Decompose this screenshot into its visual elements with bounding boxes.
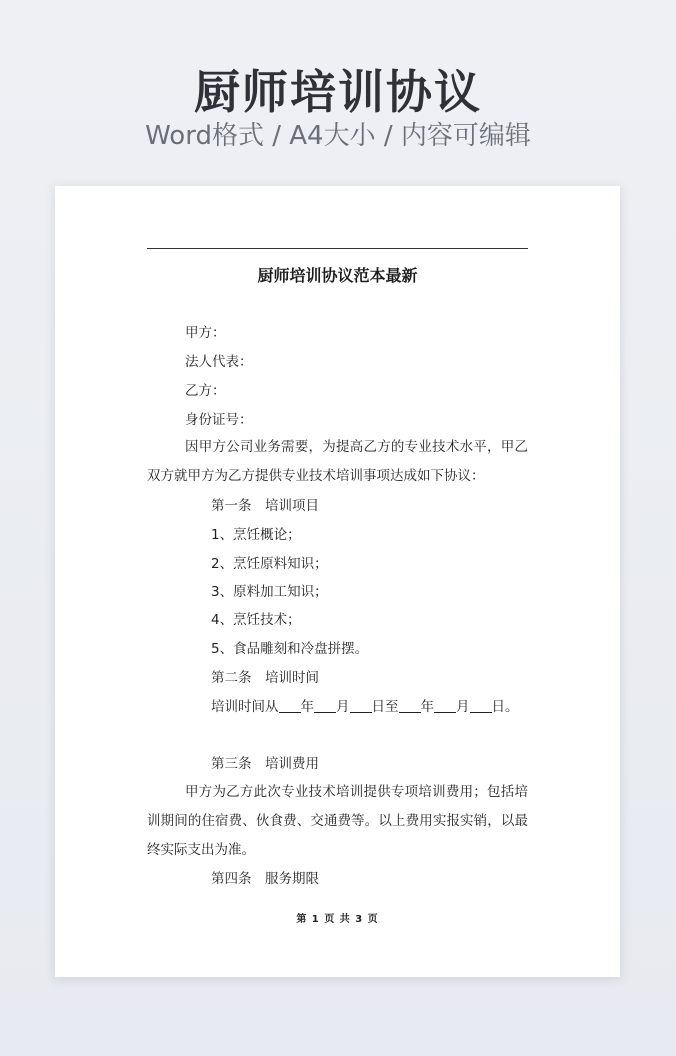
intro-paragraph: 因甲方公司业务需要，为提高乙方的专业技术水平，甲乙双方就甲方为乙方提供专业技术培训事项达成如下协议： — [147, 439, 528, 484]
training-time-line — [211, 697, 519, 717]
year-blank — [399, 698, 421, 713]
article-1-item: 5、食品雕刻和冷盘拼摆。 — [211, 641, 369, 657]
article-1-heading: 第一条 培训项目 — [211, 498, 319, 514]
day-blank — [350, 698, 372, 713]
article-3-heading: 第三条 培训费用 — [211, 756, 319, 772]
article-2-heading: 第二条 培训时间 — [211, 670, 319, 686]
banner — [0, 0, 676, 186]
day-to-label: 日至 — [371, 699, 399, 715]
time-prefix: 培训时间从 — [211, 699, 279, 715]
document-page — [55, 186, 620, 977]
article-1-item: 3、原料加工知识； — [211, 584, 328, 600]
article-1-item: 4、烹饪技术； — [211, 612, 301, 628]
banner-subtitle: Word格式 / A4大小 / 内容可编辑 — [145, 121, 531, 151]
month-label: 月 — [456, 699, 470, 715]
article-3-body: 甲方为乙方此次专业技术培训提供专项培训费用；包括培训期间的住宿费、伙食费、交通费等。以上费用实报实销，以最终实际支出为准。 — [147, 784, 528, 858]
year-blank — [279, 698, 301, 713]
month-blank — [434, 698, 456, 713]
party-b-line: 乙方： — [185, 383, 226, 399]
day-blank — [470, 698, 492, 713]
month-blank — [314, 698, 336, 713]
year-label: 年 — [420, 699, 434, 715]
page-number: 第 1 页 共 3 页 — [296, 914, 379, 925]
article-4-heading: 第四条 服务期限 — [211, 871, 319, 887]
party-a-line: 甲方： — [185, 325, 226, 341]
banner-title: 厨师培训协议 — [194, 65, 482, 119]
header-rule — [147, 248, 528, 249]
legal-rep-line: 法人代表： — [185, 354, 253, 370]
document-title: 厨师培训协议范本最新 — [257, 266, 418, 285]
article-1-item: 2、烹饪原料知识； — [211, 556, 328, 572]
id-number-line: 身份证号： — [185, 412, 253, 428]
article-1-item: 1、烹饪概论； — [211, 527, 301, 543]
month-label: 月 — [336, 699, 350, 715]
year-label: 年 — [300, 699, 314, 715]
day-end-label: 日。 — [491, 699, 519, 715]
